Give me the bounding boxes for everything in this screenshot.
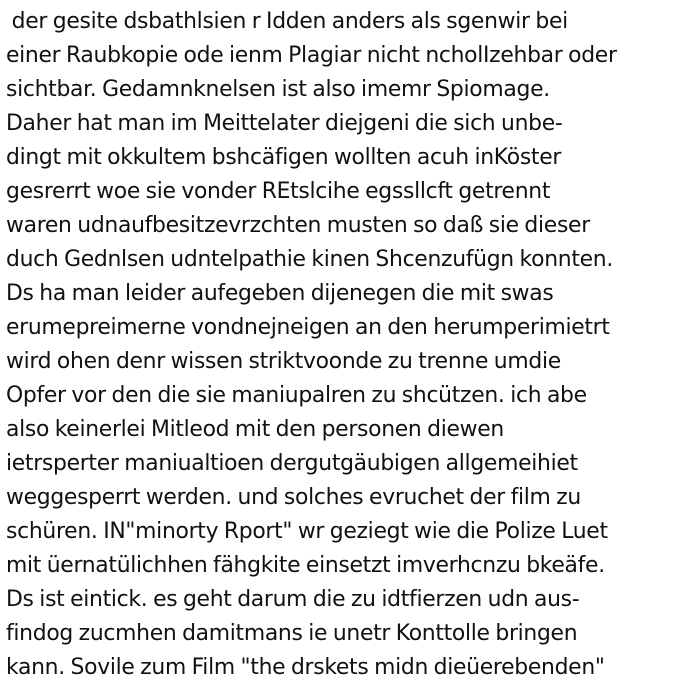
text-line: Ds ha man leider aufegeben dijenegen die mit swas [6,281,554,306]
text-line: gesrerrt woe sie vonder REtslcihe egssllcft getrennt [6,179,551,204]
text-line: schüren. IN"minorty Rport" wr geziegt wie die Polize Luet [6,519,608,544]
text-line: ietrsperter maniualtioen dergutgäubigen allgemeihiet [6,451,578,476]
text-line: Daher hat man im Meittelater diejgeni die sich unbe- [6,111,563,136]
text-line: wird ohen denr wissen striktvoonde zu trenne umdie [6,349,561,374]
text-line: der gesite dsbathlsien r Idden anders als sgenwir bei [6,9,568,34]
text-body [6,5,682,685]
text-line: duch Gednlsen udntelpathie kinen Shcenzufügn konnten. [6,247,613,272]
text-line: sichtbar. Gedamnknelsen ist also imemr Spiomage. [6,77,550,102]
text-line: mit üernatülichhen fähgkite einsetzt imverhcnzu bkeäfe. [6,553,605,578]
text-line: findog zucmhen damitmans ie unetr Konttolle bringen [6,621,578,646]
text-line: Ds ist eintick. es geht darum die zu idtfierzen udn aus- [6,587,580,612]
text-line: weggesperrt werden. und solches evruchet der film zu [6,485,581,510]
text-line: kann. Sovile zum Film "the drskets midn dieüerebenden" [6,655,605,680]
text-line: Opfer vor den die sie maniupalren zu shcützen. ich abe [6,383,587,408]
text-line: also keinerlei Mitleod mit den personen diewen [6,417,504,442]
text-line: erumepreimerne vondnejneigen an den herumperimietrt [6,315,610,340]
text-line: dingt mit okkultem bshcäfigen wollten acuh inKöster [6,145,562,170]
text-line: einer Raubkopie ode ienm Plagiar nicht ncholIzehbar oder [6,43,617,68]
text-line: waren udnaufbesitzevrzchten musten so daß sie dieser [6,213,590,238]
